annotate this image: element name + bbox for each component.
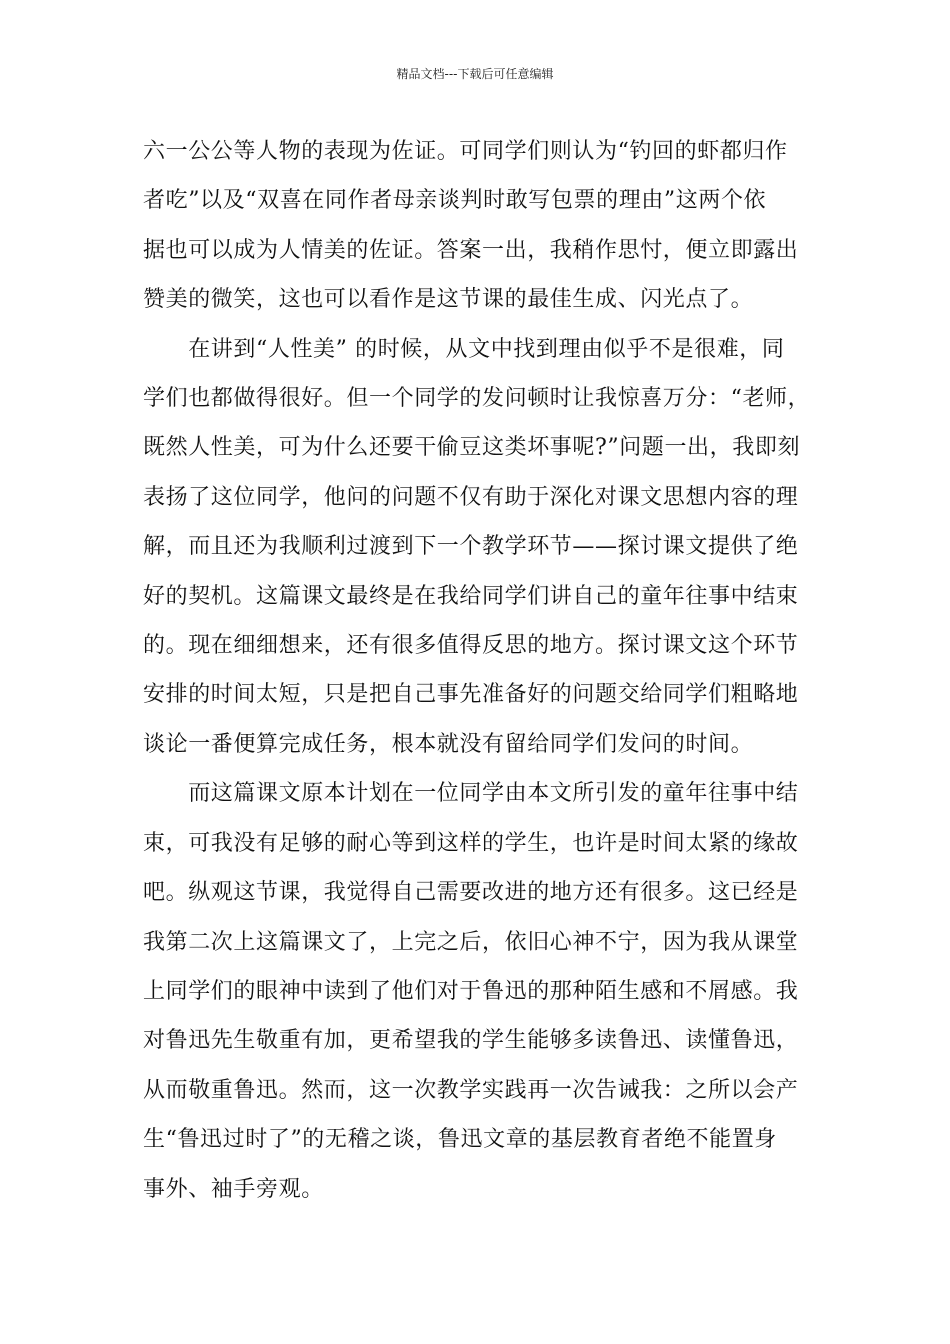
text-line: 谈论一番便算完成任务，根本就没有留给同学们发问的时间。 [143, 731, 754, 757]
text-line: 据也可以成为人情美的佐证。答案一出，我稍作思忖，便立即露出 [143, 237, 799, 263]
text-line: 上同学们的眼神中读到了他们对于鲁迅的那种陌生感和不屑感。我 [143, 978, 799, 1004]
text-line: 既然人性美，可为什么还要干偷豆这类坏事呢?”问题一出，我即刻 [143, 435, 801, 461]
text-line: 表扬了这位同学，他问的问题不仅有助于深化对课文思想内容的理 [143, 484, 799, 510]
text-line: 生“鲁迅过时了”的无稽之谈，鲁迅文章的基层教育者绝不能置身 [143, 1127, 777, 1153]
text-line: 的。现在细细想来，还有很多值得反思的地方。探讨课文这个环节 [143, 633, 799, 659]
text-line: 六一公公等人物的表现为佐证。可同学们则认为“钓回的虾都归作 [143, 139, 788, 164]
text-line: 对鲁迅先生敬重有加，更希望我的学生能够多读鲁迅、读懂鲁迅， [143, 1028, 799, 1054]
text-line: 而这篇课文原本计划在一位同学由本文所引发的童年往事中结 [143, 781, 799, 807]
text-line: 事外、袖手旁观。 [143, 1176, 324, 1202]
text-line: 解，而且还为我顺利过渡到下一个教学环节——探讨课文提供了绝 [143, 534, 799, 560]
text-line: 学们也都做得很好。但一个同学的发问顿时让我惊喜万分：“老师， [143, 386, 811, 412]
text-line: 安排的时间太短，只是把自己事先准备好的问题交给同学们粗略地 [143, 682, 799, 708]
text-line: 好的契机。这篇课文最终是在我给同学们讲自己的童年往事中结束 [143, 583, 799, 609]
text-line: 吧。纵观这节课，我觉得自己需要改进的地方还有很多。这已经是 [143, 880, 799, 906]
document-body [143, 127, 811, 1214]
text-line: 在讲到“人性美” 的时候，从文中找到理由似乎不是很难，同 [143, 336, 785, 362]
page-header: 精品文档---下载后可任意编辑 [396, 67, 554, 81]
text-line: 者吃”以及“双喜在同作者母亲谈判时敢写包票的理由”这两个依 [143, 188, 767, 214]
text-line: 束，可我没有足够的耐心等到这样的学生，也许是时间太紧的缘故 [143, 830, 799, 856]
text-line: 我第二次上这篇课文了，上完之后，依旧心神不宁，因为我从课堂 [143, 929, 799, 955]
text-line: 从而敬重鲁迅。然而，这一次教学实践再一次告诫我：之所以会产 [143, 1077, 799, 1103]
text-line: 赞美的微笑，这也可以看作是这节课的最佳生成、闪光点了。 [143, 287, 754, 313]
